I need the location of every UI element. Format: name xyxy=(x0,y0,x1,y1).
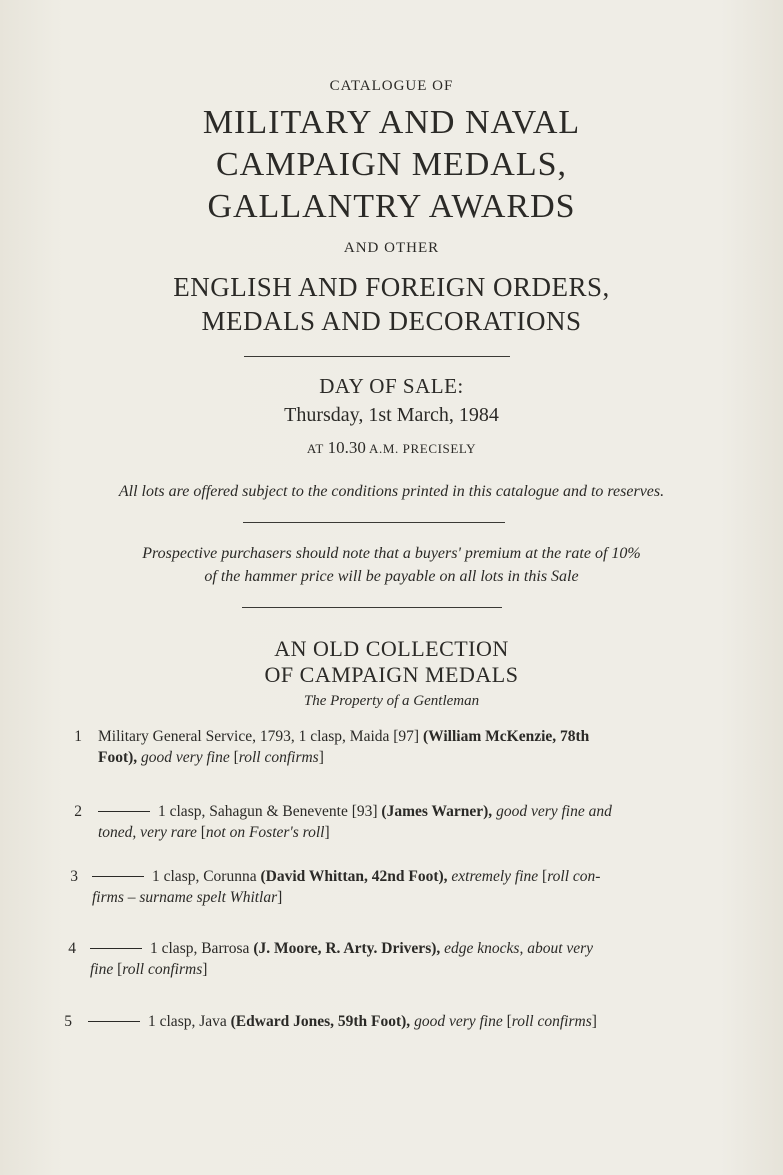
lot-condition: fine xyxy=(90,961,118,978)
collection-title-line-1: AN OLD COLLECTION xyxy=(274,636,509,661)
lot-text: ] xyxy=(318,749,324,766)
lot-text: ] xyxy=(202,961,208,978)
lot-number: 1 xyxy=(74,728,82,745)
lot-description xyxy=(90,938,718,980)
sale-heading: DAY OF SALE: xyxy=(319,374,464,398)
lot-number: 3 xyxy=(70,868,78,885)
lot-text: ] xyxy=(277,889,283,906)
lot-text: [ xyxy=(117,961,123,978)
lot-condition: good very fine xyxy=(410,1013,507,1030)
lot-text: 1 clasp, Corunna xyxy=(152,868,261,885)
divider-rule xyxy=(242,607,502,608)
ditto-dash xyxy=(88,1021,140,1022)
title-line-2: CAMPAIGN MEDALS, xyxy=(215,146,568,183)
lot-note: roll confirms xyxy=(122,961,203,978)
title-line-3: GALLANTRY AWARDS xyxy=(207,188,576,225)
lot-text: 1 clasp, Java xyxy=(148,1013,231,1030)
lot-text: [ xyxy=(233,749,239,766)
lot-condition: edge knocks, about very xyxy=(440,940,594,957)
title-line-1: MILITARY AND NAVAL xyxy=(202,104,581,141)
subtitle-line-1: ENGLISH AND FOREIGN ORDERS, xyxy=(173,272,610,302)
lot-text: [ xyxy=(200,824,206,841)
ditto-dash xyxy=(92,876,144,877)
collection-title-line-2: OF CAMPAIGN MEDALS xyxy=(264,662,519,687)
lot-note: roll con- xyxy=(547,868,601,885)
sale-time-value: 10.30 xyxy=(327,438,366,457)
lot-note: not on Foster's roll xyxy=(205,824,325,841)
sale-time-prefix: AT xyxy=(306,441,324,456)
lot-condition: extremely fine xyxy=(447,868,543,885)
lot-number: 2 xyxy=(74,803,82,820)
sale-time xyxy=(0,438,783,458)
lot-number: 4 xyxy=(68,940,76,957)
lot-note: roll confirms xyxy=(238,749,319,766)
conditions-note: All lots are offered subject to the conditions printed in this catalogue and to reserves. xyxy=(118,483,665,500)
lot-description xyxy=(88,1011,718,1032)
ditto-dash xyxy=(98,811,150,812)
lot-number: 5 xyxy=(64,1013,72,1030)
lot-condition: toned, very rare xyxy=(98,824,201,841)
lot-text: Military General Service, 1793, 1 clasp, Maida [97] xyxy=(98,728,423,745)
lot-description xyxy=(98,801,718,843)
lot-description xyxy=(98,726,718,768)
lot-text: [ xyxy=(542,868,548,885)
lot-text: 1 clasp, Sahagun & Benevente [93] xyxy=(158,803,382,820)
collection-property: The Property of a Gentleman xyxy=(303,693,480,709)
and-other-label: AND OTHER xyxy=(343,240,440,256)
catalogue-of-label: CATALOGUE OF xyxy=(329,78,454,94)
subtitle-line-2: MEDALS AND DECORATIONS xyxy=(201,306,582,336)
lot-note: roll confirms xyxy=(511,1013,592,1030)
lot-note: firms – surname spelt Whitlar xyxy=(92,889,278,906)
lot-text: 1 clasp, Barrosa xyxy=(150,940,254,957)
lot-recipient: (Edward Jones, 59th Foot), xyxy=(230,1013,411,1030)
premium-note-line-1: Prospective purchasers should note that a buyers' premium at the rate of 10% xyxy=(142,545,641,562)
lot-text: ] xyxy=(324,824,330,841)
sale-date: Thursday, 1st March, 1984 xyxy=(284,404,499,426)
lot-text: ] xyxy=(591,1013,597,1030)
lot-recipient: Foot), xyxy=(98,749,138,766)
lot-description xyxy=(92,866,718,908)
lot-recipient: (David Whittan, 42nd Foot), xyxy=(260,868,448,885)
lot-recipient: (J. Moore, R. Arty. Drivers), xyxy=(253,940,441,957)
divider-rule xyxy=(243,522,505,523)
lot-text: [ xyxy=(506,1013,512,1030)
lot-recipient: (William McKenzie, 78th xyxy=(422,728,590,745)
sale-time-suffix: A.M. PRECISELY xyxy=(368,441,477,456)
lot-condition: good very fine xyxy=(137,749,234,766)
divider-rule xyxy=(244,356,510,357)
lot-condition: good very fine and xyxy=(492,803,612,820)
lot-recipient: (James Warner), xyxy=(381,803,493,820)
premium-note-line-2: of the hammer price will be payable on all lots in this Sale xyxy=(204,568,579,585)
ditto-dash xyxy=(90,948,142,949)
